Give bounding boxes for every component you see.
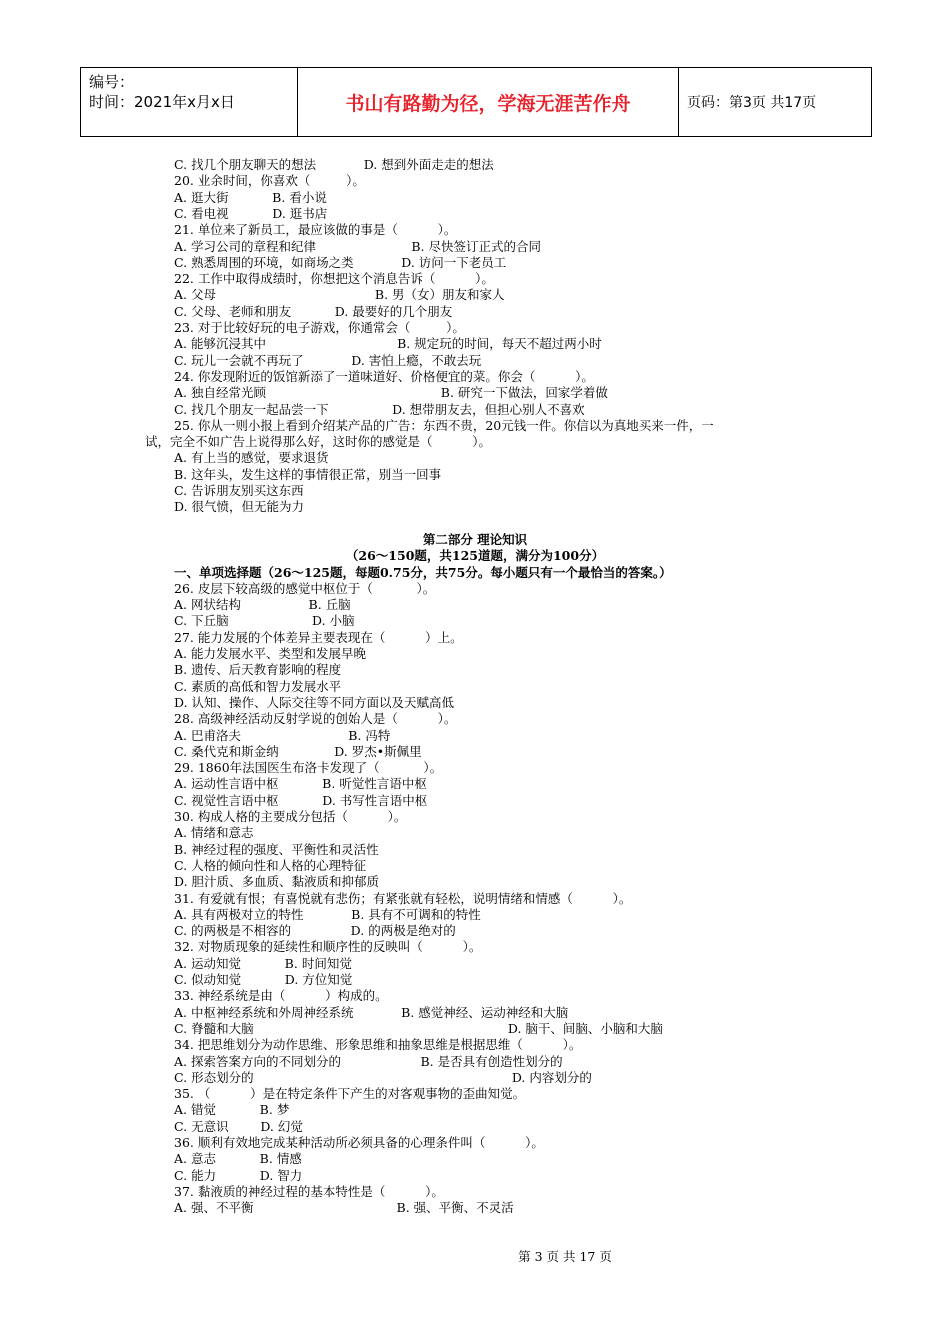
text-line: 27. 能力发展的个体差异主要表现在（ ）上。: [174, 629, 463, 645]
text-line: C. 熟悉周围的环境，如商场之类 D. 访问一下老员工: [174, 254, 507, 270]
text-line: A. 独自经常光顾 B. 研究一下做法，回家学着做: [174, 385, 608, 401]
text-line: 24. 你发现附近的饭馆新添了一道味道好、价格便宜的菜。你会（ ）。: [174, 368, 594, 384]
text-line: 26. 皮层下较高级的感觉中枢位于（ ）。: [174, 580, 436, 596]
text-line: C. 能力 D. 智力: [174, 1167, 303, 1183]
text-line: 33. 神经系统是由（ ）构成的。: [174, 988, 388, 1004]
text-line: A. 网状结构 B. 丘脑: [174, 597, 351, 613]
text-line: C. 找几个朋友一起品尝一下 D. 想带朋友去，但担心别人不喜欢: [174, 401, 585, 417]
text-line: D. 很气愤，但无能为力: [174, 499, 305, 515]
text-line: 一、单项选择题（26～125题，每题0.75分，共75分。每小题只有一个最恰当的答案。）: [174, 564, 672, 580]
text-line: A. 逛大街 B. 看小说: [174, 189, 327, 205]
header-motto: 书山有路勤为径，学海无涯苦作舟: [298, 68, 679, 136]
text-line: 试，完全不如广告上说得那么好，这时你的感觉是（ ）。: [145, 434, 491, 450]
text-line: A. 探索答案方向的不同划分的 B. 是否具有创造性划分的: [174, 1053, 563, 1069]
text-line: 34. 把思维划分为动作思维、形象思维和抽象思维是根据思维（ ）。: [174, 1037, 582, 1053]
text-line: C. 下丘脑 D. 小脑: [174, 613, 355, 629]
text-line: 36. 顺利有效地完成某种活动所必须具备的心理条件叫（ ）。: [174, 1135, 544, 1150]
text-line: C. 视觉性言语中枢 D. 书写性言语中枢: [174, 792, 428, 808]
text-line: C. 素质的高低和智力发展水平: [174, 678, 342, 694]
text-line: A. 错觉 B. 梦: [174, 1102, 290, 1118]
text-line: A. 父母 B. 男（女）朋友和家人: [174, 287, 505, 303]
text-line: 30. 构成人格的主要成分包括（ ）。: [174, 809, 407, 824]
text-line: C. 脊髓和大脑 D. 脑干、间脑、小脑和大脑: [174, 1020, 663, 1036]
text-line: D. 胆汁质、多血质、黏液质和抑郁质: [174, 874, 380, 890]
text-line: （26～150题，共125道题，满分为100分）: [345, 548, 605, 564]
header-page-info: 页码：第3页 共17页: [687, 95, 817, 111]
text-line: 20. 业余时间，你喜欢（ ）。: [174, 173, 365, 189]
text-line: C. 玩儿一会就不再玩了 D. 害怕上瘾，不敢去玩: [174, 352, 482, 368]
text-line: C. 父母、老师和朋友 D. 最要好的几个朋友: [174, 303, 453, 319]
text-line: C. 人格的倾向性和人格的心理特征: [174, 857, 367, 873]
time-label: 时间：2021年x月x日: [89, 93, 235, 111]
code-label: 编号：: [89, 73, 135, 91]
text-line: C. 告诉朋友别买这东西: [174, 483, 304, 498]
text-line: 23. 对于比较好玩的电子游戏，你通常会（ ）。: [174, 320, 465, 335]
text-line: A. 有上当的感觉，要求退货: [174, 450, 329, 466]
text-line: C. 无意识 D. 幻觉: [174, 1118, 303, 1134]
text-line: C. 找几个朋友聊天的想法 D. 想到外面走走的想法: [174, 157, 494, 172]
text-line: 22. 工作中取得成绩时，你想把这个消息告诉（ ）。: [174, 271, 494, 287]
text-line: 37. 黏液质的神经过程的基本特性是（ ）。: [174, 1183, 444, 1199]
text-line: 29. 1860年法国医生布洛卡发现了（ ）。: [174, 760, 443, 776]
text-line: 28. 高级神经活动反射学说的创始人是（ ）。: [174, 711, 457, 727]
text-line: 21. 单位来了新员工，最应该做的事是（ ）。: [174, 222, 457, 238]
text-line: B. 遗传、后天教育影响的程度: [174, 662, 342, 678]
text-line: A. 意志 B. 情感: [174, 1151, 302, 1167]
text-line: A. 学习公司的章程和纪律 B. 尽快签订正式的合同: [174, 238, 541, 254]
text-line: C. 桑代克和斯金纳 D. 罗杰•斯佩里: [174, 743, 422, 759]
text-line: A. 中枢神经系统和外周神经系统 B. 感觉神经、运动神经和大脑: [174, 1004, 569, 1020]
text-line: A. 运动知觉 B. 时间知觉: [174, 955, 352, 971]
text-line: A. 巴甫洛夫 B. 冯特: [174, 727, 391, 743]
text-line: 35. （ ）是在特定条件下产生的对客观事物的歪曲知觉。: [174, 1086, 526, 1102]
text-line: 32. 对物质现象的延续性和顺序性的反映叫（ ）。: [174, 939, 482, 955]
header-box: [80, 67, 872, 137]
text-line: A. 具有两极对立的特性 B. 具有不可调和的特性: [174, 906, 481, 922]
text-line: C. 看电视 D. 逛书店: [174, 205, 328, 221]
text-line: 第二部分 理论知识: [422, 531, 528, 547]
text-line: A. 运动性言语中枢 B. 听觉性言语中枢: [174, 776, 427, 792]
page-footer: [0, 1247, 950, 1265]
text-line: D. 认知、操作、人际交往等不同方面以及天赋高低: [174, 694, 455, 710]
text-line: C. 形态划分的 D. 内容划分的: [174, 1069, 592, 1085]
text-line: A. 强、不平衡 B. 强、平衡、不灵活: [174, 1200, 514, 1216]
text-line: A. 能够沉浸其中 B. 规定玩的时间，每天不超过两小时: [174, 336, 602, 352]
text-line: B. 这年头，发生这样的事情很正常，别当一回事: [174, 466, 442, 482]
text-line: B. 神经过程的强度、平衡性和灵活性: [174, 841, 379, 857]
text-line: A. 能力发展水平、类型和发展早晚: [174, 646, 366, 661]
text-line: 25. 你从一则小报上看到介绍某产品的广告：东西不贵，20元钱一件。你信以为真地买来一件，一: [174, 417, 714, 433]
footer-page-number: 第 3 页 共 17 页: [518, 1249, 612, 1264]
text-line: A. 情绪和意志: [174, 825, 254, 841]
text-line: C. 似动知觉 D. 方位知觉: [174, 972, 353, 987]
text-line: 31. 有爱就有恨；有喜悦就有悲伤；有紧张就有轻松，说明情绪和情感（ ）。: [174, 890, 632, 906]
text-line: C. 的两极是不相容的 D. 的两极是绝对的: [174, 923, 456, 939]
header-left: [81, 68, 298, 136]
